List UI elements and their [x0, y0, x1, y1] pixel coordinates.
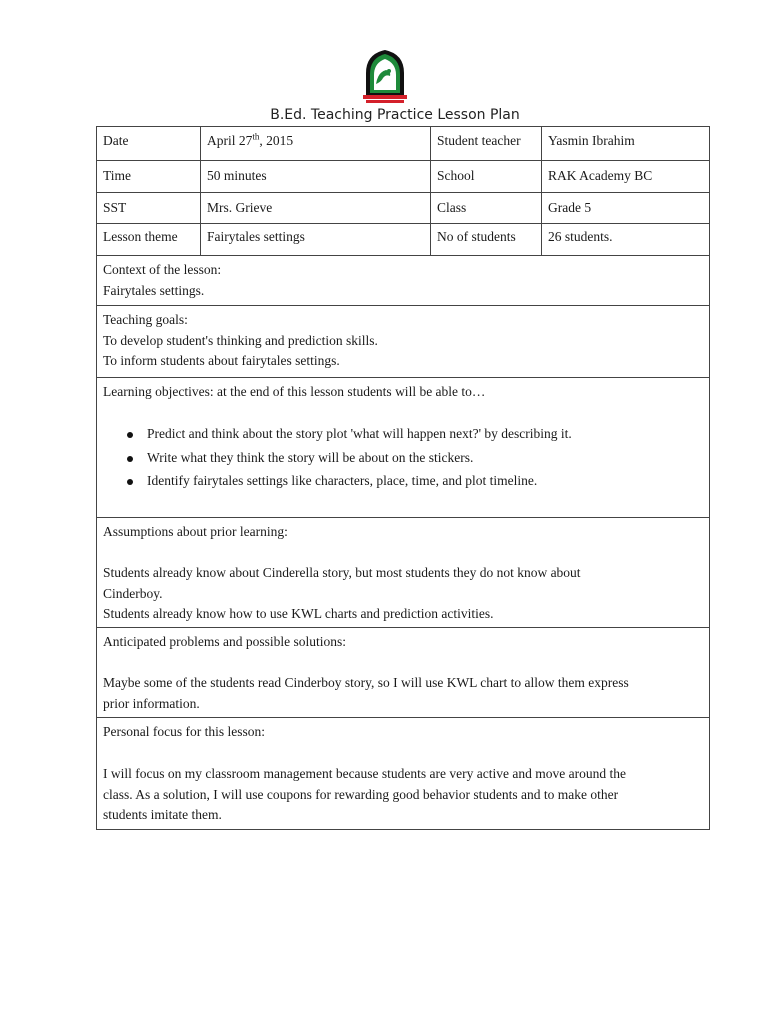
no-of-students-label: No of students — [437, 229, 516, 244]
personal-focus-line: class. As a solution, I will use coupons for rewarding good behavior students and to make other — [103, 786, 619, 802]
row-divider — [96, 377, 710, 378]
personal-focus-heading: Personal focus for this lesson: — [103, 724, 265, 739]
student-teacher-value: Yasmin Ibrahim — [548, 133, 635, 148]
column-divider — [200, 126, 201, 255]
row-divider — [96, 717, 710, 718]
problems-line: prior information. — [103, 695, 200, 711]
class-value: Grade 5 — [548, 200, 592, 215]
sst-value: Mrs. Grieve — [207, 200, 273, 215]
row-divider — [96, 160, 710, 161]
learning-objectives-heading: Learning objectives: at the end of this lesson students will be able to… — [103, 384, 486, 399]
context-section — [103, 260, 221, 301]
assumptions-line: Students already know about Cinderella story, but most students they do not know about — [103, 565, 581, 580]
problems-line: Maybe some of the students read Cinderboy story, so I will use KWL chart to allow them express — [103, 675, 629, 690]
learning-objectives-list — [103, 424, 572, 495]
row-divider — [96, 305, 710, 306]
personal-focus-line: I will focus on my classroom management because students are very active and move around the — [103, 766, 626, 781]
objective-item: Identify fairytales settings like characters, place, time, and plot timeline. — [103, 471, 572, 495]
teaching-goal-line: To inform students about fairytales settings. — [103, 353, 340, 368]
assumptions-line: Cinderboy. — [103, 585, 163, 601]
problems-body — [103, 673, 629, 714]
column-divider — [430, 126, 431, 255]
teaching-goals-section — [103, 310, 378, 372]
class-label: Class — [437, 200, 467, 215]
teaching-goal-line: To develop student's thinking and prediction skills. — [103, 332, 378, 348]
school-value: RAK Academy BC — [548, 168, 653, 183]
student-teacher-label: Student teacher — [437, 133, 521, 148]
objective-item: Predict and think about the story plot 'what will happen next?' by describing it. — [103, 424, 572, 448]
assumptions-heading: Assumptions about prior learning: — [103, 524, 288, 539]
teaching-goals-heading: Teaching goals: — [103, 312, 188, 327]
column-divider — [541, 126, 542, 255]
school-crest-logo — [359, 47, 411, 105]
date-label: Date — [103, 133, 129, 148]
document-title: B.Ed. Teaching Practice Lesson Plan — [270, 107, 520, 123]
time-value: 50 minutes — [207, 168, 267, 183]
lesson-theme-label: Lesson theme — [103, 229, 178, 244]
assumptions-body — [103, 563, 581, 625]
row-divider — [96, 192, 710, 193]
sst-label: SST — [103, 200, 127, 215]
no-of-students-value: 26 students. — [548, 229, 613, 244]
personal-focus-body — [103, 764, 626, 826]
personal-focus-line: students imitate them. — [103, 807, 222, 822]
assumptions-line: Students already know how to use KWL charts and prediction activities. — [103, 606, 494, 621]
context-line: Fairytales settings. — [103, 282, 205, 298]
row-divider — [96, 223, 710, 224]
row-divider — [96, 627, 710, 628]
context-heading: Context of the lesson: — [103, 262, 222, 277]
objective-item: Write what they think the story will be about on the stickers. — [103, 448, 572, 472]
school-label: School — [437, 168, 475, 183]
lesson-theme-value: Fairytales settings — [207, 229, 305, 244]
row-divider — [96, 517, 710, 518]
row-divider — [96, 255, 710, 256]
problems-heading: Anticipated problems and possible solutions: — [103, 634, 346, 649]
time-label: Time — [103, 168, 132, 183]
date-value: April 27th, 2015 — [207, 131, 294, 148]
